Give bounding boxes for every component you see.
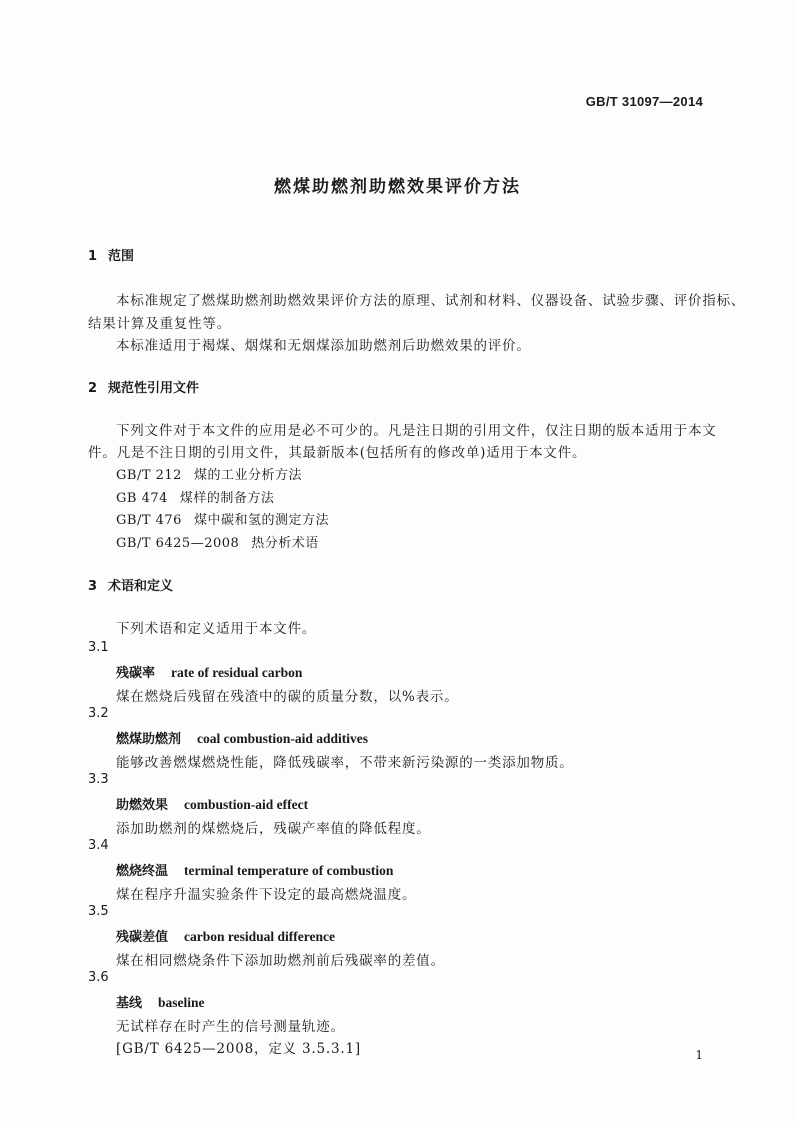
section-2-para-line-2: 件。凡是不注日期的引用文件，其最新版本(包括所有的修改单)适用于本文件。 <box>88 445 587 461</box>
section-1-para-1-line-2: 结果计算及重复性等。 <box>88 316 231 332</box>
reference-item <box>116 464 302 483</box>
term-en: carbon residual difference <box>184 929 336 944</box>
section-1-para-1-line-1: 本标准规定了燃煤助燃剂助燃效果评价方法的原理、试剂和材料、仪器设备、试验步骤、评价指标、 <box>116 293 746 309</box>
term-zh: 助燃效果 <box>116 798 169 813</box>
page-number: 1 <box>695 1048 703 1062</box>
term-title <box>116 992 205 1011</box>
reference-item <box>116 509 329 528</box>
section-1-para-2: 本标准适用于褐煤、烟煤和无烟煤添加助燃剂后助燃效果的评价。 <box>116 338 531 354</box>
section-1-heading <box>88 245 134 264</box>
term-definition: 能够改善燃煤燃烧性能，降低残碳率，不带来新污染源的一类添加物质。 <box>116 755 574 771</box>
term-zh: 燃煤助燃剂 <box>116 732 182 747</box>
term-number: 3.6 <box>88 970 109 985</box>
term-definition: 添加助燃剂的煤燃烧后，残碳产率值的降低程度。 <box>116 821 431 837</box>
term-definition: 煤在程序升温实验条件下设定的最高燃烧温度。 <box>116 887 417 903</box>
document-title: 燃煤助燃剂助燃效果评价方法 <box>274 177 521 197</box>
reference-code: GB/T 476 <box>116 513 182 528</box>
reference-title: 热分析术语 <box>251 536 319 551</box>
term-en: combustion-aid effect <box>184 797 309 812</box>
term-zh: 燃烧终温 <box>116 864 169 879</box>
standard-code: GB/T 31097—2014 <box>585 94 703 109</box>
section-2-heading <box>88 377 199 396</box>
term-title <box>116 794 308 813</box>
term-number: 3.5 <box>88 904 109 919</box>
section-3-intro: 下列术语和定义适用于本文件。 <box>116 621 317 637</box>
term-en: baseline <box>158 995 205 1010</box>
section-number: 2 <box>88 381 98 396</box>
section-title: 范围 <box>108 249 135 264</box>
term-definition: 无试样存在时产生的信号测量轨迹。 <box>116 1019 345 1035</box>
term-number: 3.1 <box>88 640 109 655</box>
reference-item <box>116 487 274 506</box>
section-title: 规范性引用文件 <box>108 381 200 396</box>
term-en: coal combustion-aid additives <box>197 731 369 746</box>
term-definition: 煤在相同燃烧条件下添加助燃剂前后残碳率的差值。 <box>116 953 445 969</box>
term-title <box>116 728 368 747</box>
term-title <box>116 926 335 945</box>
term-en: terminal temperature of combustion <box>184 863 394 878</box>
reference-item <box>116 532 319 551</box>
reference-title: 煤的工业分析方法 <box>193 468 302 483</box>
term-title <box>116 860 393 879</box>
term-zh: 基线 <box>116 996 143 1011</box>
term-zh: 残碳差值 <box>116 930 169 945</box>
term-definition: 煤在燃烧后残留在残渣中的碳的质量分数，以%表示。 <box>116 689 459 705</box>
term-number: 3.4 <box>88 838 109 853</box>
section-number: 3 <box>88 579 98 594</box>
section-title: 术语和定义 <box>108 579 174 594</box>
term-title <box>116 662 302 681</box>
reference-title: 煤中碳和氢的测定方法 <box>193 513 329 528</box>
term-en: rate of residual carbon <box>171 665 303 680</box>
term-source: [GB/T 6425—2008，定义 3.5.3.1] <box>116 1041 361 1057</box>
term-number: 3.3 <box>88 772 109 787</box>
reference-code: GB/T 212 <box>116 468 182 483</box>
section-number: 1 <box>88 249 98 264</box>
reference-code: GB 474 <box>116 491 168 506</box>
section-2-para-line-1: 下列文件对于本文件的应用是必不可少的。凡是注日期的引用文件，仅注日期的版本适用于本文 <box>116 423 717 439</box>
reference-title: 煤样的制备方法 <box>179 491 275 506</box>
term-number: 3.2 <box>88 706 109 721</box>
section-3-heading <box>88 575 173 594</box>
reference-code: GB/T 6425—2008 <box>116 536 240 551</box>
term-zh: 残碳率 <box>116 666 156 681</box>
